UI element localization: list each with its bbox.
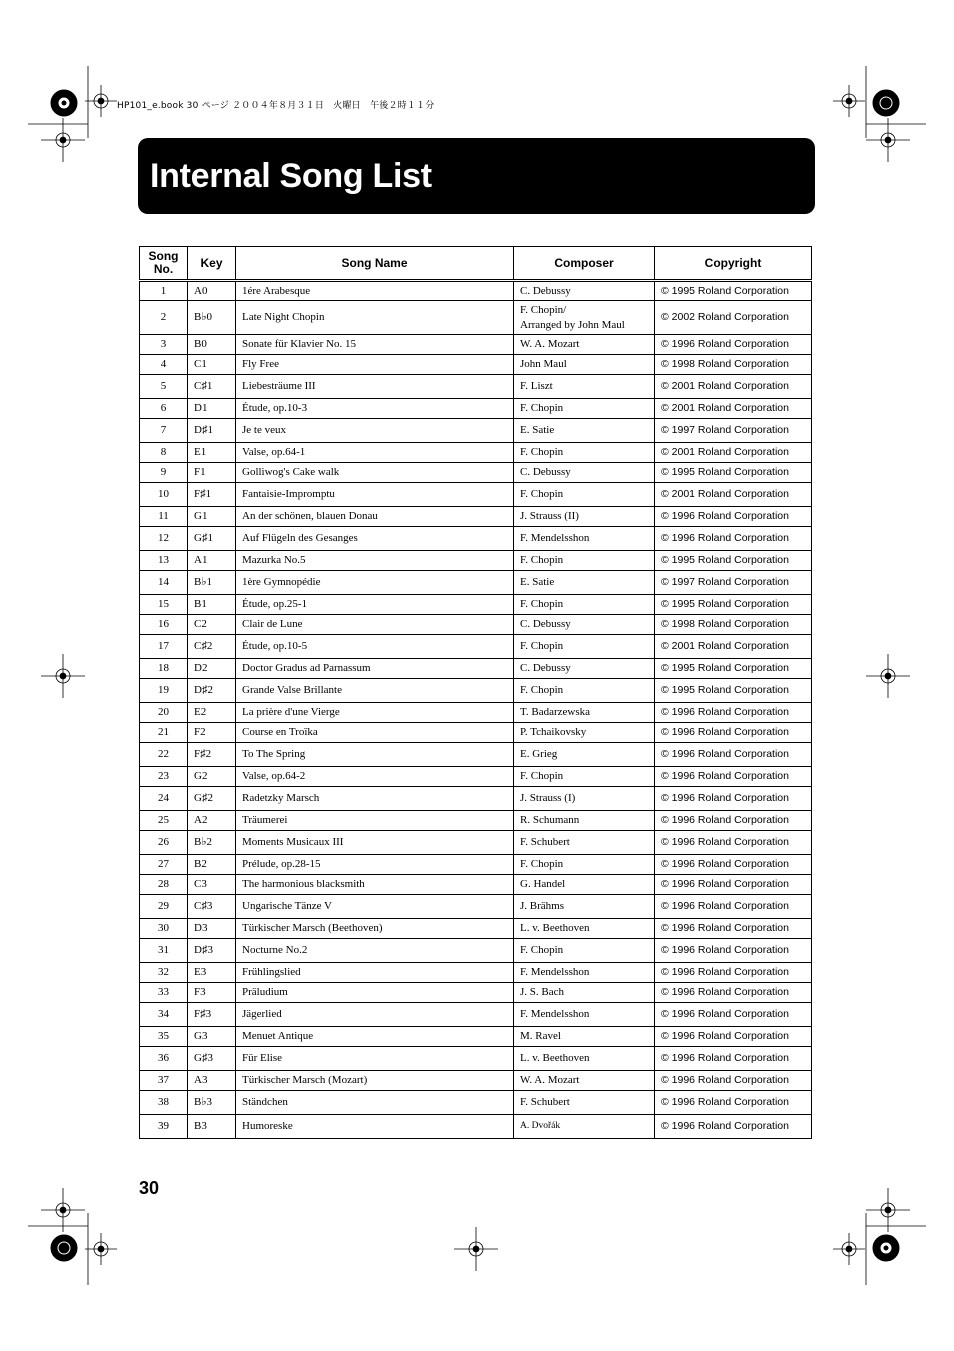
table-row <box>140 1003 812 1027</box>
song-number-cell: 30 <box>140 919 188 939</box>
copyright-cell: © 2001 Roland Corporation <box>655 375 812 399</box>
table-row <box>140 703 812 723</box>
song-number-cell: 19 <box>140 679 188 703</box>
page-number: 30 <box>139 1178 160 1198</box>
copyright-cell: © 1996 Roland Corporation <box>655 983 812 1003</box>
table-row <box>140 983 812 1003</box>
key-cell: G♯1 <box>188 527 236 551</box>
key-cell: C♯3 <box>188 895 236 919</box>
copyright-cell: © 1996 Roland Corporation <box>655 1091 812 1115</box>
song-number-cell: 5 <box>140 375 188 399</box>
copyright-cell: © 1995 Roland Corporation <box>655 679 812 703</box>
key-cell: C3 <box>188 875 236 895</box>
copyright-cell: © 1996 Roland Corporation <box>655 895 812 919</box>
composer-cell: J. Brähms <box>514 895 655 919</box>
table-row <box>140 831 812 855</box>
copyright-cell: © 1997 Roland Corporation <box>655 419 812 443</box>
table-row <box>140 507 812 527</box>
composer-cell: T. Badarzewska <box>514 703 655 723</box>
song-name-cell: Präludium <box>236 983 514 1003</box>
song-name-cell: Doctor Gradus ad Parnassum <box>236 659 514 679</box>
composer-cell: L. v. Beethoven <box>514 1047 655 1071</box>
composer-cell: John Maul <box>514 355 655 375</box>
song-number-cell: 22 <box>140 743 188 767</box>
song-name-cell: Valse, op.64-1 <box>236 443 514 463</box>
table-row <box>140 767 812 787</box>
table-row <box>140 1071 812 1091</box>
composer-cell: F. Chopin <box>514 595 655 615</box>
song-number-cell: 32 <box>140 963 188 983</box>
song-number-cell: 25 <box>140 811 188 831</box>
copyright-cell: © 1996 Roland Corporation <box>655 939 812 963</box>
song-name-cell: Fantaisie-Impromptu <box>236 483 514 507</box>
copyright-cell: © 1995 Roland Corporation <box>655 281 812 301</box>
song-number-cell: 23 <box>140 767 188 787</box>
composer-cell: R. Schumann <box>514 811 655 831</box>
composer-cell: F. Chopin <box>514 399 655 419</box>
key-cell: A2 <box>188 811 236 831</box>
song-number-cell: 35 <box>140 1027 188 1047</box>
table-row <box>140 375 812 399</box>
song-name-cell: Clair de Lune <box>236 615 514 635</box>
table-row <box>140 659 812 679</box>
song-name-cell: Sonate für Klavier No. 15 <box>236 335 514 355</box>
copyright-cell: © 2001 Roland Corporation <box>655 483 812 507</box>
table-row <box>140 1027 812 1047</box>
song-name-cell: Prélude, op.28-15 <box>236 855 514 875</box>
copyright-cell: © 1995 Roland Corporation <box>655 595 812 615</box>
copyright-cell: © 2001 Roland Corporation <box>655 635 812 659</box>
song-name-cell: Course en Troïka <box>236 723 514 743</box>
col-header-copyright: Copyright <box>655 247 812 281</box>
key-cell: C2 <box>188 615 236 635</box>
table-row <box>140 595 812 615</box>
key-cell: F1 <box>188 463 236 483</box>
key-cell: F♯3 <box>188 1003 236 1027</box>
table-row <box>140 355 812 375</box>
song-number-cell: 33 <box>140 983 188 1003</box>
composer-cell: F. Schubert <box>514 831 655 855</box>
song-name-cell: La prière d'une Vierge <box>236 703 514 723</box>
composer-cell: F. Liszt <box>514 375 655 399</box>
composer-cell: F. Mendelsshon <box>514 527 655 551</box>
table-row <box>140 301 812 335</box>
table-row <box>140 635 812 659</box>
song-name-cell: Grande Valse Brillante <box>236 679 514 703</box>
composer-cell: F. Chopin <box>514 679 655 703</box>
table-row <box>140 811 812 831</box>
song-number-cell: 39 <box>140 1115 188 1139</box>
table-row <box>140 571 812 595</box>
key-cell: F2 <box>188 723 236 743</box>
song-name-cell: Radetzky Marsch <box>236 787 514 811</box>
copyright-cell: © 1996 Roland Corporation <box>655 875 812 895</box>
song-name-cell: Frühlingslied <box>236 963 514 983</box>
song-number-cell: 27 <box>140 855 188 875</box>
copyright-cell: © 1996 Roland Corporation <box>655 1115 812 1139</box>
composer-cell: G. Handel <box>514 875 655 895</box>
table-row <box>140 483 812 507</box>
table-row <box>140 443 812 463</box>
copyright-cell: © 1996 Roland Corporation <box>655 1047 812 1071</box>
song-number-cell: 21 <box>140 723 188 743</box>
composer-cell: W. A. Mozart <box>514 1071 655 1091</box>
copyright-cell: © 2001 Roland Corporation <box>655 399 812 419</box>
copyright-cell: © 1996 Roland Corporation <box>655 831 812 855</box>
composer-cell: F. Mendelsshon <box>514 1003 655 1027</box>
composer-cell: F. Chopin <box>514 635 655 659</box>
copyright-cell: © 1995 Roland Corporation <box>655 551 812 571</box>
composer-cell: E. Satie <box>514 571 655 595</box>
key-cell: A3 <box>188 1071 236 1091</box>
key-cell: F3 <box>188 983 236 1003</box>
copyright-cell: © 1998 Roland Corporation <box>655 355 812 375</box>
song-name-cell: To The Spring <box>236 743 514 767</box>
page-title: Internal Song List <box>150 157 432 195</box>
table-row <box>140 855 812 875</box>
key-cell: G2 <box>188 767 236 787</box>
song-name-cell: Nocturne No.2 <box>236 939 514 963</box>
key-cell: F♯1 <box>188 483 236 507</box>
copyright-cell: © 1997 Roland Corporation <box>655 571 812 595</box>
copyright-cell: © 1996 Roland Corporation <box>655 1071 812 1091</box>
table-row <box>140 419 812 443</box>
song-rows <box>140 281 812 1139</box>
key-cell: B♭1 <box>188 571 236 595</box>
table-row <box>140 615 812 635</box>
song-name-cell: Moments Musicaux III <box>236 831 514 855</box>
col-header-song-no: Song No. <box>140 247 188 281</box>
song-number-cell: 16 <box>140 615 188 635</box>
composer-cell: C. Debussy <box>514 281 655 301</box>
song-name-cell: Fly Free <box>236 355 514 375</box>
song-name-cell: Valse, op.64-2 <box>236 767 514 787</box>
key-cell: E1 <box>188 443 236 463</box>
key-cell: D3 <box>188 919 236 939</box>
copyright-cell: © 1996 Roland Corporation <box>655 919 812 939</box>
table-row <box>140 963 812 983</box>
composer-cell: F. Chopin <box>514 483 655 507</box>
composer-cell: C. Debussy <box>514 463 655 483</box>
key-cell: D♯2 <box>188 679 236 703</box>
key-cell: D2 <box>188 659 236 679</box>
song-number-cell: 20 <box>140 703 188 723</box>
copyright-cell: © 1995 Roland Corporation <box>655 463 812 483</box>
composer-cell: F. Chopin <box>514 767 655 787</box>
key-cell: D1 <box>188 399 236 419</box>
composer-cell: J. Strauss (I) <box>514 787 655 811</box>
song-name-cell: An der schönen, blauen Donau <box>236 507 514 527</box>
key-cell: G♯2 <box>188 787 236 811</box>
composer-cell: E. Satie <box>514 419 655 443</box>
title-banner <box>138 138 815 214</box>
key-cell: G3 <box>188 1027 236 1047</box>
key-cell: F♯2 <box>188 743 236 767</box>
key-cell: B1 <box>188 595 236 615</box>
copyright-cell: © 1996 Roland Corporation <box>655 743 812 767</box>
song-number-cell: 9 <box>140 463 188 483</box>
table-row <box>140 1047 812 1071</box>
key-cell: E2 <box>188 703 236 723</box>
key-cell: B♭3 <box>188 1091 236 1115</box>
copyright-cell: © 1996 Roland Corporation <box>655 527 812 551</box>
song-name-cell: Liebesträume III <box>236 375 514 399</box>
song-name-cell: The harmonious blacksmith <box>236 875 514 895</box>
song-number-cell: 1 <box>140 281 188 301</box>
song-number-cell: 4 <box>140 355 188 375</box>
copyright-cell: © 1996 Roland Corporation <box>655 335 812 355</box>
song-name-cell: Für Elise <box>236 1047 514 1071</box>
col-header-composer: Composer <box>514 247 655 281</box>
col-header-key: Key <box>188 247 236 281</box>
table-row <box>140 335 812 355</box>
copyright-cell: © 1996 Roland Corporation <box>655 855 812 875</box>
table-row <box>140 919 812 939</box>
song-number-cell: 36 <box>140 1047 188 1071</box>
key-cell: C1 <box>188 355 236 375</box>
table-row <box>140 875 812 895</box>
song-number-cell: 24 <box>140 787 188 811</box>
copyright-cell: © 1996 Roland Corporation <box>655 507 812 527</box>
song-name-cell: Ständchen <box>236 1091 514 1115</box>
composer-cell: W. A. Mozart <box>514 335 655 355</box>
song-name-cell: Ungarische Tänze V <box>236 895 514 919</box>
composer-cell: F. Chopin <box>514 939 655 963</box>
table-row <box>140 463 812 483</box>
table-row <box>140 281 812 301</box>
table-row <box>140 743 812 767</box>
table-row <box>140 679 812 703</box>
copyright-cell: © 2002 Roland Corporation <box>655 301 812 335</box>
table-row <box>140 1091 812 1115</box>
table-row <box>140 399 812 419</box>
composer-cell: J. Strauss (II) <box>514 507 655 527</box>
song-number-cell: 26 <box>140 831 188 855</box>
copyright-cell: © 1996 Roland Corporation <box>655 1027 812 1047</box>
composer-cell: F. Chopin <box>514 551 655 571</box>
copyright-cell: © 1996 Roland Corporation <box>655 787 812 811</box>
key-cell: B♭2 <box>188 831 236 855</box>
copyright-cell: © 1996 Roland Corporation <box>655 703 812 723</box>
song-name-cell: 1ère Gymnopédie <box>236 571 514 595</box>
song-number-cell: 38 <box>140 1091 188 1115</box>
song-number-cell: 18 <box>140 659 188 679</box>
key-cell: C♯2 <box>188 635 236 659</box>
composer-cell: C. Debussy <box>514 615 655 635</box>
copyright-cell: © 1996 Roland Corporation <box>655 811 812 831</box>
copyright-cell: © 1996 Roland Corporation <box>655 1003 812 1027</box>
song-name-cell: Étude, op.10-5 <box>236 635 514 659</box>
copyright-cell: © 1995 Roland Corporation <box>655 659 812 679</box>
table-header-row <box>140 247 812 281</box>
song-number-cell: 14 <box>140 571 188 595</box>
copyright-cell: © 1998 Roland Corporation <box>655 615 812 635</box>
song-number-cell: 10 <box>140 483 188 507</box>
composer-cell: A. Dvořák <box>514 1115 655 1139</box>
composer-cell: F. Chopin/ Arranged by John Maul <box>514 301 655 335</box>
composer-cell: J. S. Bach <box>514 983 655 1003</box>
composer-cell: F. Schubert <box>514 1091 655 1115</box>
key-cell: E3 <box>188 963 236 983</box>
song-number-cell: 15 <box>140 595 188 615</box>
key-cell: A0 <box>188 281 236 301</box>
key-cell: B3 <box>188 1115 236 1139</box>
key-cell: C♯1 <box>188 375 236 399</box>
song-name-cell: Türkischer Marsch (Mozart) <box>236 1071 514 1091</box>
song-table <box>139 246 812 1139</box>
song-number-cell: 7 <box>140 419 188 443</box>
song-name-cell: Je te veux <box>236 419 514 443</box>
song-name-cell: Golliwog's Cake walk <box>236 463 514 483</box>
key-cell: G1 <box>188 507 236 527</box>
song-number-cell: 29 <box>140 895 188 919</box>
table-row <box>140 895 812 919</box>
key-cell: A1 <box>188 551 236 571</box>
song-name-cell: Menuet Antique <box>236 1027 514 1047</box>
composer-cell: M. Ravel <box>514 1027 655 1047</box>
song-number-cell: 6 <box>140 399 188 419</box>
song-name-cell: Mazurka No.5 <box>236 551 514 571</box>
copyright-cell: © 1996 Roland Corporation <box>655 963 812 983</box>
composer-cell: L. v. Beethoven <box>514 919 655 939</box>
song-name-cell: Auf Flügeln des Gesanges <box>236 527 514 551</box>
print-header: HP101_e.book 30 ページ ２００４年８月３１日 火曜日 午後２時１１分 <box>117 101 435 111</box>
song-number-cell: 8 <box>140 443 188 463</box>
key-cell: B♭0 <box>188 301 236 335</box>
table-row <box>140 527 812 551</box>
song-name-cell: Étude, op.10-3 <box>236 399 514 419</box>
table-row <box>140 1115 812 1139</box>
table-row <box>140 551 812 571</box>
song-number-cell: 13 <box>140 551 188 571</box>
composer-cell: E. Grieg <box>514 743 655 767</box>
table-row <box>140 939 812 963</box>
key-cell: G♯3 <box>188 1047 236 1071</box>
copyright-cell: © 1996 Roland Corporation <box>655 723 812 743</box>
song-number-cell: 34 <box>140 1003 188 1027</box>
song-number-cell: 31 <box>140 939 188 963</box>
song-name-cell: Träumerei <box>236 811 514 831</box>
key-cell: D♯1 <box>188 419 236 443</box>
song-name-cell: Türkischer Marsch (Beethoven) <box>236 919 514 939</box>
song-name-cell: Étude, op.25-1 <box>236 595 514 615</box>
composer-cell: F. Chopin <box>514 443 655 463</box>
song-number-cell: 12 <box>140 527 188 551</box>
key-cell: D♯3 <box>188 939 236 963</box>
composer-cell: F. Chopin <box>514 855 655 875</box>
song-name-cell: Late Night Chopin <box>236 301 514 335</box>
song-number-cell: 11 <box>140 507 188 527</box>
col-header-song-name: Song Name <box>236 247 514 281</box>
song-number-cell: 2 <box>140 301 188 335</box>
composer-cell: C. Debussy <box>514 659 655 679</box>
song-name-cell: Humoreske <box>236 1115 514 1139</box>
song-number-cell: 37 <box>140 1071 188 1091</box>
composer-cell: F. Mendelsshon <box>514 963 655 983</box>
song-number-cell: 3 <box>140 335 188 355</box>
composer-cell: P. Tchaikovsky <box>514 723 655 743</box>
key-cell: B2 <box>188 855 236 875</box>
song-number-cell: 28 <box>140 875 188 895</box>
song-number-cell: 17 <box>140 635 188 659</box>
copyright-cell: © 1996 Roland Corporation <box>655 767 812 787</box>
key-cell: B0 <box>188 335 236 355</box>
copyright-cell: © 2001 Roland Corporation <box>655 443 812 463</box>
song-name-cell: Jägerlied <box>236 1003 514 1027</box>
table-row <box>140 723 812 743</box>
table-row <box>140 787 812 811</box>
song-name-cell: 1ére Arabesque <box>236 281 514 301</box>
